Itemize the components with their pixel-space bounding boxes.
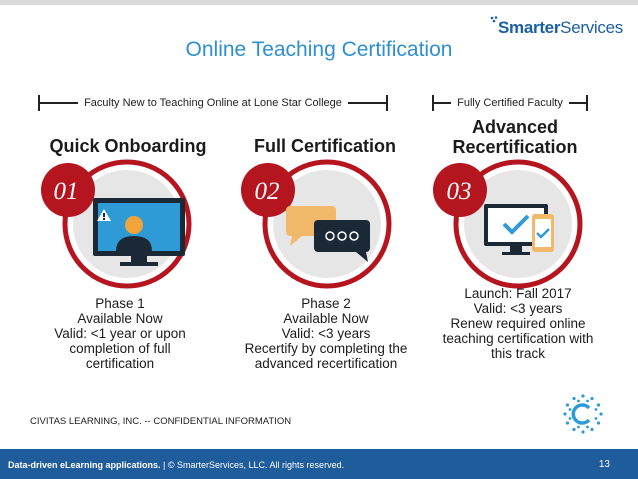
phase-3-line: Launch: Fall 2017 (464, 286, 572, 301)
phase-3-line: Valid: <3 years (473, 301, 563, 316)
phase-2-line: Recertify by completing the (244, 341, 408, 356)
footer-text (8, 460, 344, 470)
phase-2-number: 02 (254, 178, 280, 205)
phase-1-line: Available Now (77, 311, 163, 326)
bracket-new-faculty (38, 95, 388, 109)
phase-1-description (25, 296, 215, 371)
phase-1-heading: Quick Onboarding (49, 136, 207, 156)
logo-text-smarter: Smarter (498, 18, 561, 37)
slide-title: Online Teaching Certification (185, 38, 453, 61)
phase-2-line: Available Now (283, 311, 369, 326)
phase-2-heading: Full Certification (253, 136, 396, 156)
civitas-logo-icon (561, 392, 605, 436)
phase-3-illustration (422, 158, 612, 290)
phase-2-description (228, 296, 424, 371)
phase-1-line: Phase 1 (95, 296, 145, 311)
phase-1-line: certification (85, 356, 155, 371)
bracket-certified-faculty (432, 95, 588, 109)
phase-3-number: 03 (446, 178, 472, 205)
bracket-new-faculty-label: Faculty New to Teaching Online at Lone Star College (78, 97, 348, 109)
phase-3-line: teaching certification with (442, 331, 594, 346)
confidential-notice: CIVITAS LEARNING, INC. -- CONFIDENTIAL INFORMATION (30, 416, 292, 427)
footer-bar (0, 449, 638, 479)
footer-tagline: Data-driven eLearning applications. (8, 460, 161, 470)
phase-1-number: 01 (53, 178, 79, 205)
phase-1-line: Valid: <1 year or upon (54, 326, 186, 341)
phase-2-line: advanced recertification (254, 356, 398, 371)
person-icon (125, 216, 143, 234)
phase-1-line: completion of full (69, 341, 171, 356)
phone-checkmark-icon (532, 214, 554, 252)
phase-3-line: Renew required online (450, 316, 586, 331)
phase-1-illustration (30, 158, 220, 290)
page-number: 13 (598, 459, 610, 470)
phase-3-heading-line2: Recertification (452, 137, 578, 157)
top-border (0, 0, 638, 5)
logo-text-services: Services (560, 18, 623, 37)
phase-3-line: this track (490, 346, 545, 361)
phase-3-description (420, 286, 616, 361)
phase-2-line: Phase 2 (301, 296, 351, 311)
phase-3-heading-line1: Advanced (471, 117, 559, 137)
phase-2-illustration (232, 158, 422, 290)
footer-copyright: | © SmarterServices, LLC. All rights reserved. (160, 460, 345, 470)
bracket-certified-faculty-label: Fully Certified Faculty (451, 97, 569, 109)
smarterservices-logo (490, 14, 630, 40)
phase-2-line: Valid: <3 years (281, 326, 371, 341)
